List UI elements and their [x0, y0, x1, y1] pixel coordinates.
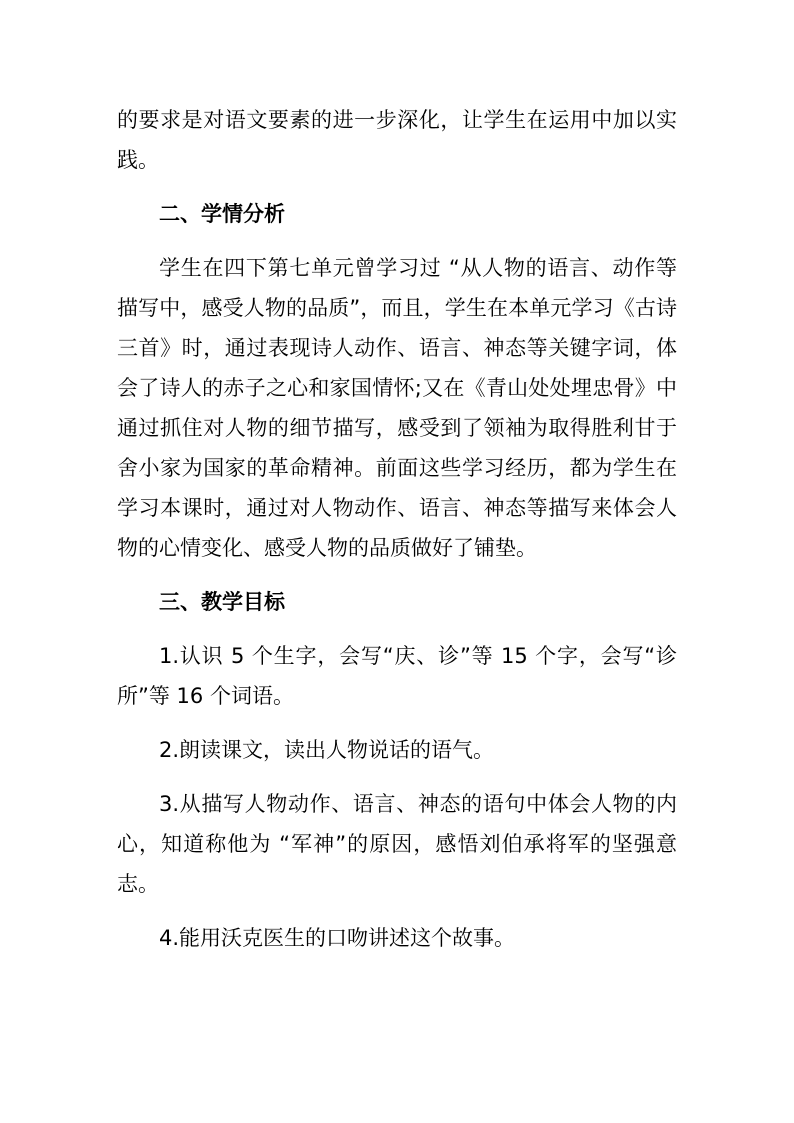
goal-item-4: 4.能用沃克医生的口吻讲述这个故事。 — [159, 926, 516, 950]
paragraph-learning-analysis: 学生在四下第七单元曾学习过 “从人物的语言、动作等描写中，感受人物的品质”，而且，学生在本单元学习《古诗三首》时，通过表现诗人动作、语言、神态等关键字词，体会了诗人的赤子之心和家国情怀;又在《青山处处埋忠骨》中通过抓住对人物的细节描写，感受到了领袖为取得胜利甘于舍小家为国家的革命精神。前面这些学习经历，都为学生在学习本课时，通过对人物动作、语言、神态等描写来体会人物的心情变化、感受人物的品质做好了铺垫。 — [117, 256, 677, 560]
goal-item-3: 3.从描写人物动作、语言、神态的语句中体会人物的内心，知道称他为 “军神”的原因，感悟刘伯承将军的坚强意志。 — [117, 792, 677, 896]
goal-item-2: 2.朗读课文，读出人物说话的语气。 — [159, 738, 495, 762]
section-heading-teaching-goals: 三、教学目标 — [159, 590, 285, 614]
document-body — [117, 100, 677, 958]
paragraph-continuation: 的要求是对语文要素的进一步深化，让学生在运用中加以实践。 — [117, 108, 677, 172]
section-heading-learning-analysis: 二、学情分析 — [159, 202, 285, 226]
goal-item-1: 1.认识 5 个生字，会写“庆、诊”等 15 个字，会写“诊所”等 16 个词语。 — [117, 644, 677, 708]
